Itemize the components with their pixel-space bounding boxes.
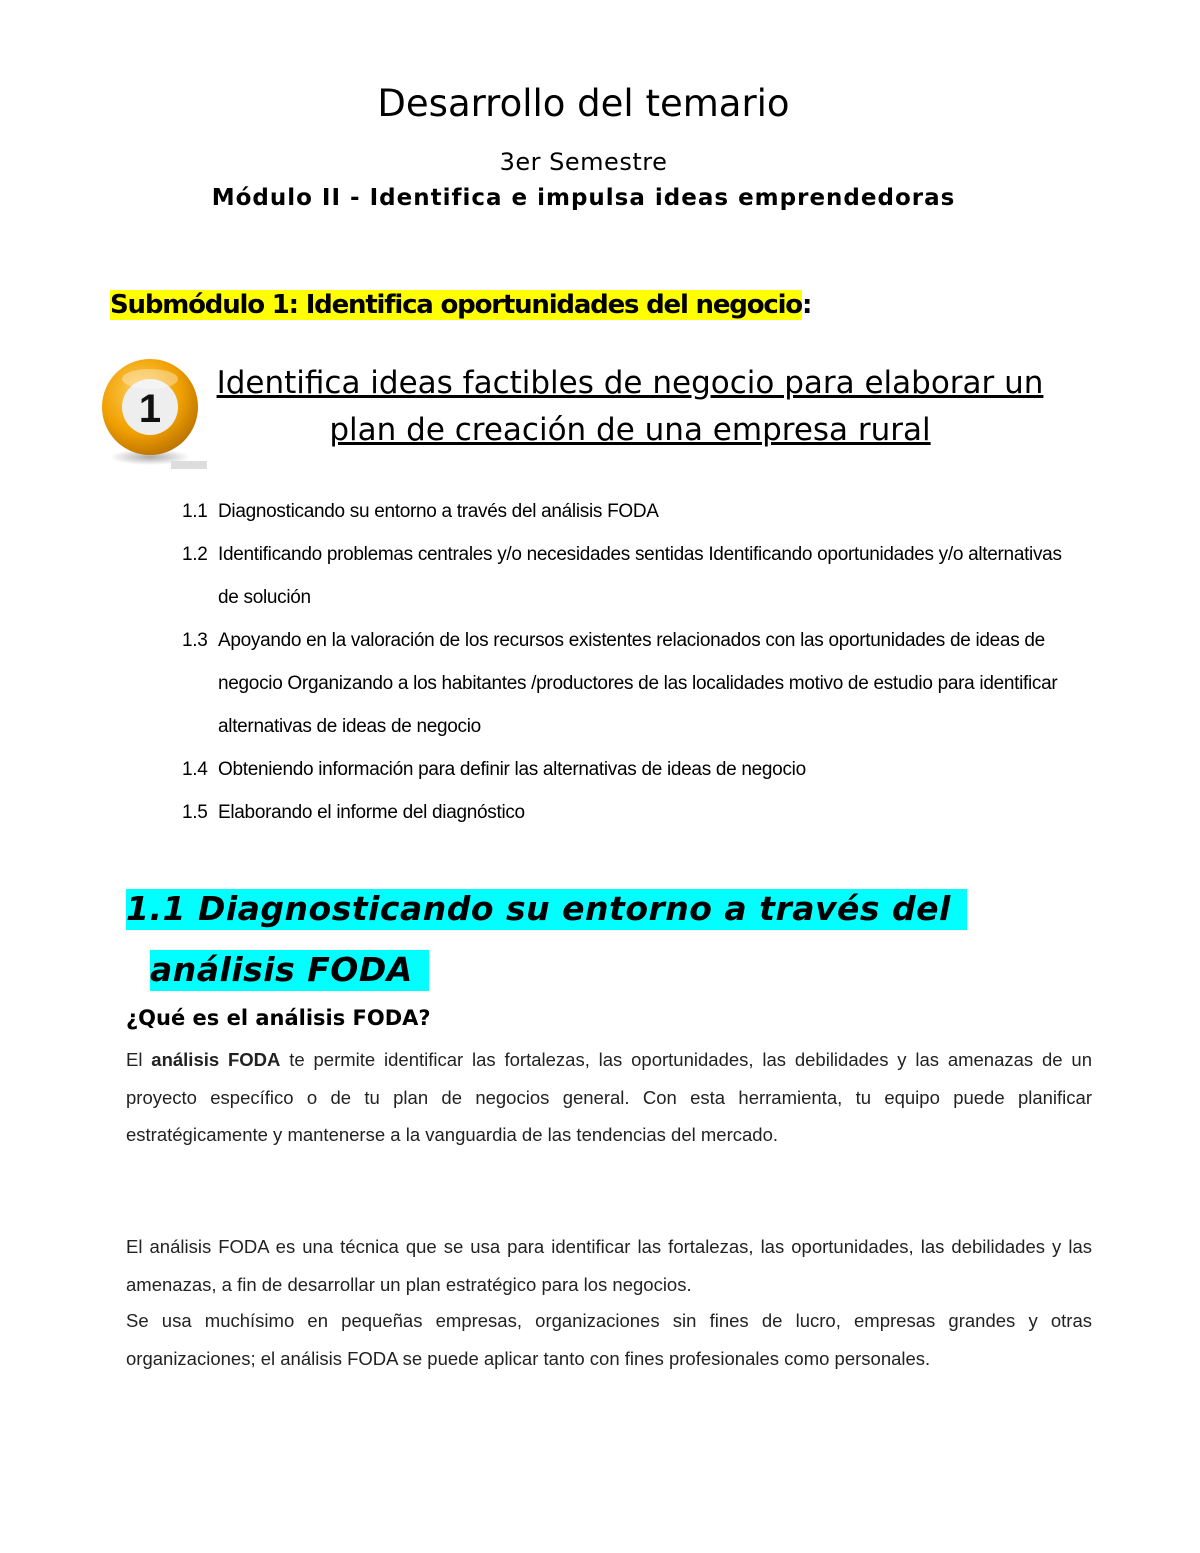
section-heading — [126, 878, 967, 1000]
submodule-heading — [110, 290, 811, 320]
section-heading-line-2: análisis FODA — [150, 950, 429, 991]
module-title: Módulo II - Identifica e impulsa ideas emprendedoras — [211, 185, 956, 211]
paragraph-2: El análisis FODA es una técnica que se usa para identificar las fortalezas, las oportunidades, las debilidades y las amenazas, a fin de desarrollar un plan estratégico para los negocios. — [126, 1236, 1092, 1295]
topic-list — [182, 490, 1082, 834]
item-number: 1.4 — [182, 759, 208, 780]
question-heading: ¿Qué es el análisis FODA? — [126, 1006, 431, 1030]
item-text: Apoyando en la valoración de los recursos existentes relacionados con las oportunidades de ideas de negocio Organizando a los habitantes /productores de las localidades motivo de estudio para identificar alternativas de ideas de negocio — [218, 630, 1058, 737]
submodule-label: Submódulo 1: Identifica oportunidades del negocio — [110, 290, 802, 320]
document-title: Desarrollo del temario — [377, 82, 790, 125]
ball-number: 1 — [138, 387, 162, 431]
item-text: Diagnosticando su entorno a través del análisis FODA — [218, 501, 659, 522]
paragraph-3: Se usa muchísimo en pequeñas empresas, organizaciones sin fines de lucro, empresas grandes y otras organizaciones; el análisis FODA se puede aplicar tanto con fines profesionales como personales. — [126, 1310, 1092, 1369]
topic-line-1: Identifica ideas factibles de negocio para elaborar un — [216, 365, 1044, 401]
topic-heading — [215, 360, 1045, 454]
paragraph-1 — [126, 1041, 1092, 1154]
billiard-ball-icon — [100, 357, 208, 472]
topic-line-2: plan de creación de una empresa rural — [329, 412, 931, 448]
list-item — [182, 533, 1082, 619]
item-number: 1.2 — [182, 544, 208, 565]
list-item — [182, 748, 1082, 791]
list-item — [182, 791, 1082, 834]
list-item — [182, 490, 1082, 533]
submodule-colon: : — [801, 290, 812, 320]
item-number: 1.3 — [182, 630, 208, 651]
item-number: 1.5 — [182, 802, 208, 823]
semester-label: 3er Semestre — [499, 148, 668, 176]
item-text: Identificando problemas centrales y/o necesidades sentidas Identificando oportunidades y/o alternativas de solución — [218, 544, 1062, 608]
p1-post: te permite identificar las fortalezas, las oportunidades, las debilidades y las amenazas de un proyecto específico o de tu plan de negocios general. Con esta herramienta, tu equipo puede planificar estratégicamente y mantenerse a la vanguardia de las tendencias del mercado. — [126, 1049, 1092, 1145]
section-heading-line-1: 1.1 Diagnosticando su entorno a través del — [126, 889, 967, 930]
p1-pre: El — [126, 1049, 152, 1070]
item-text: Elaborando el informe del diagnóstico — [218, 802, 525, 823]
list-item — [182, 619, 1082, 748]
item-number: 1.1 — [182, 501, 208, 522]
item-text: Obteniendo información para definir las alternativas de ideas de negocio — [218, 759, 806, 780]
p1-bold: análisis FODA — [151, 1049, 281, 1070]
